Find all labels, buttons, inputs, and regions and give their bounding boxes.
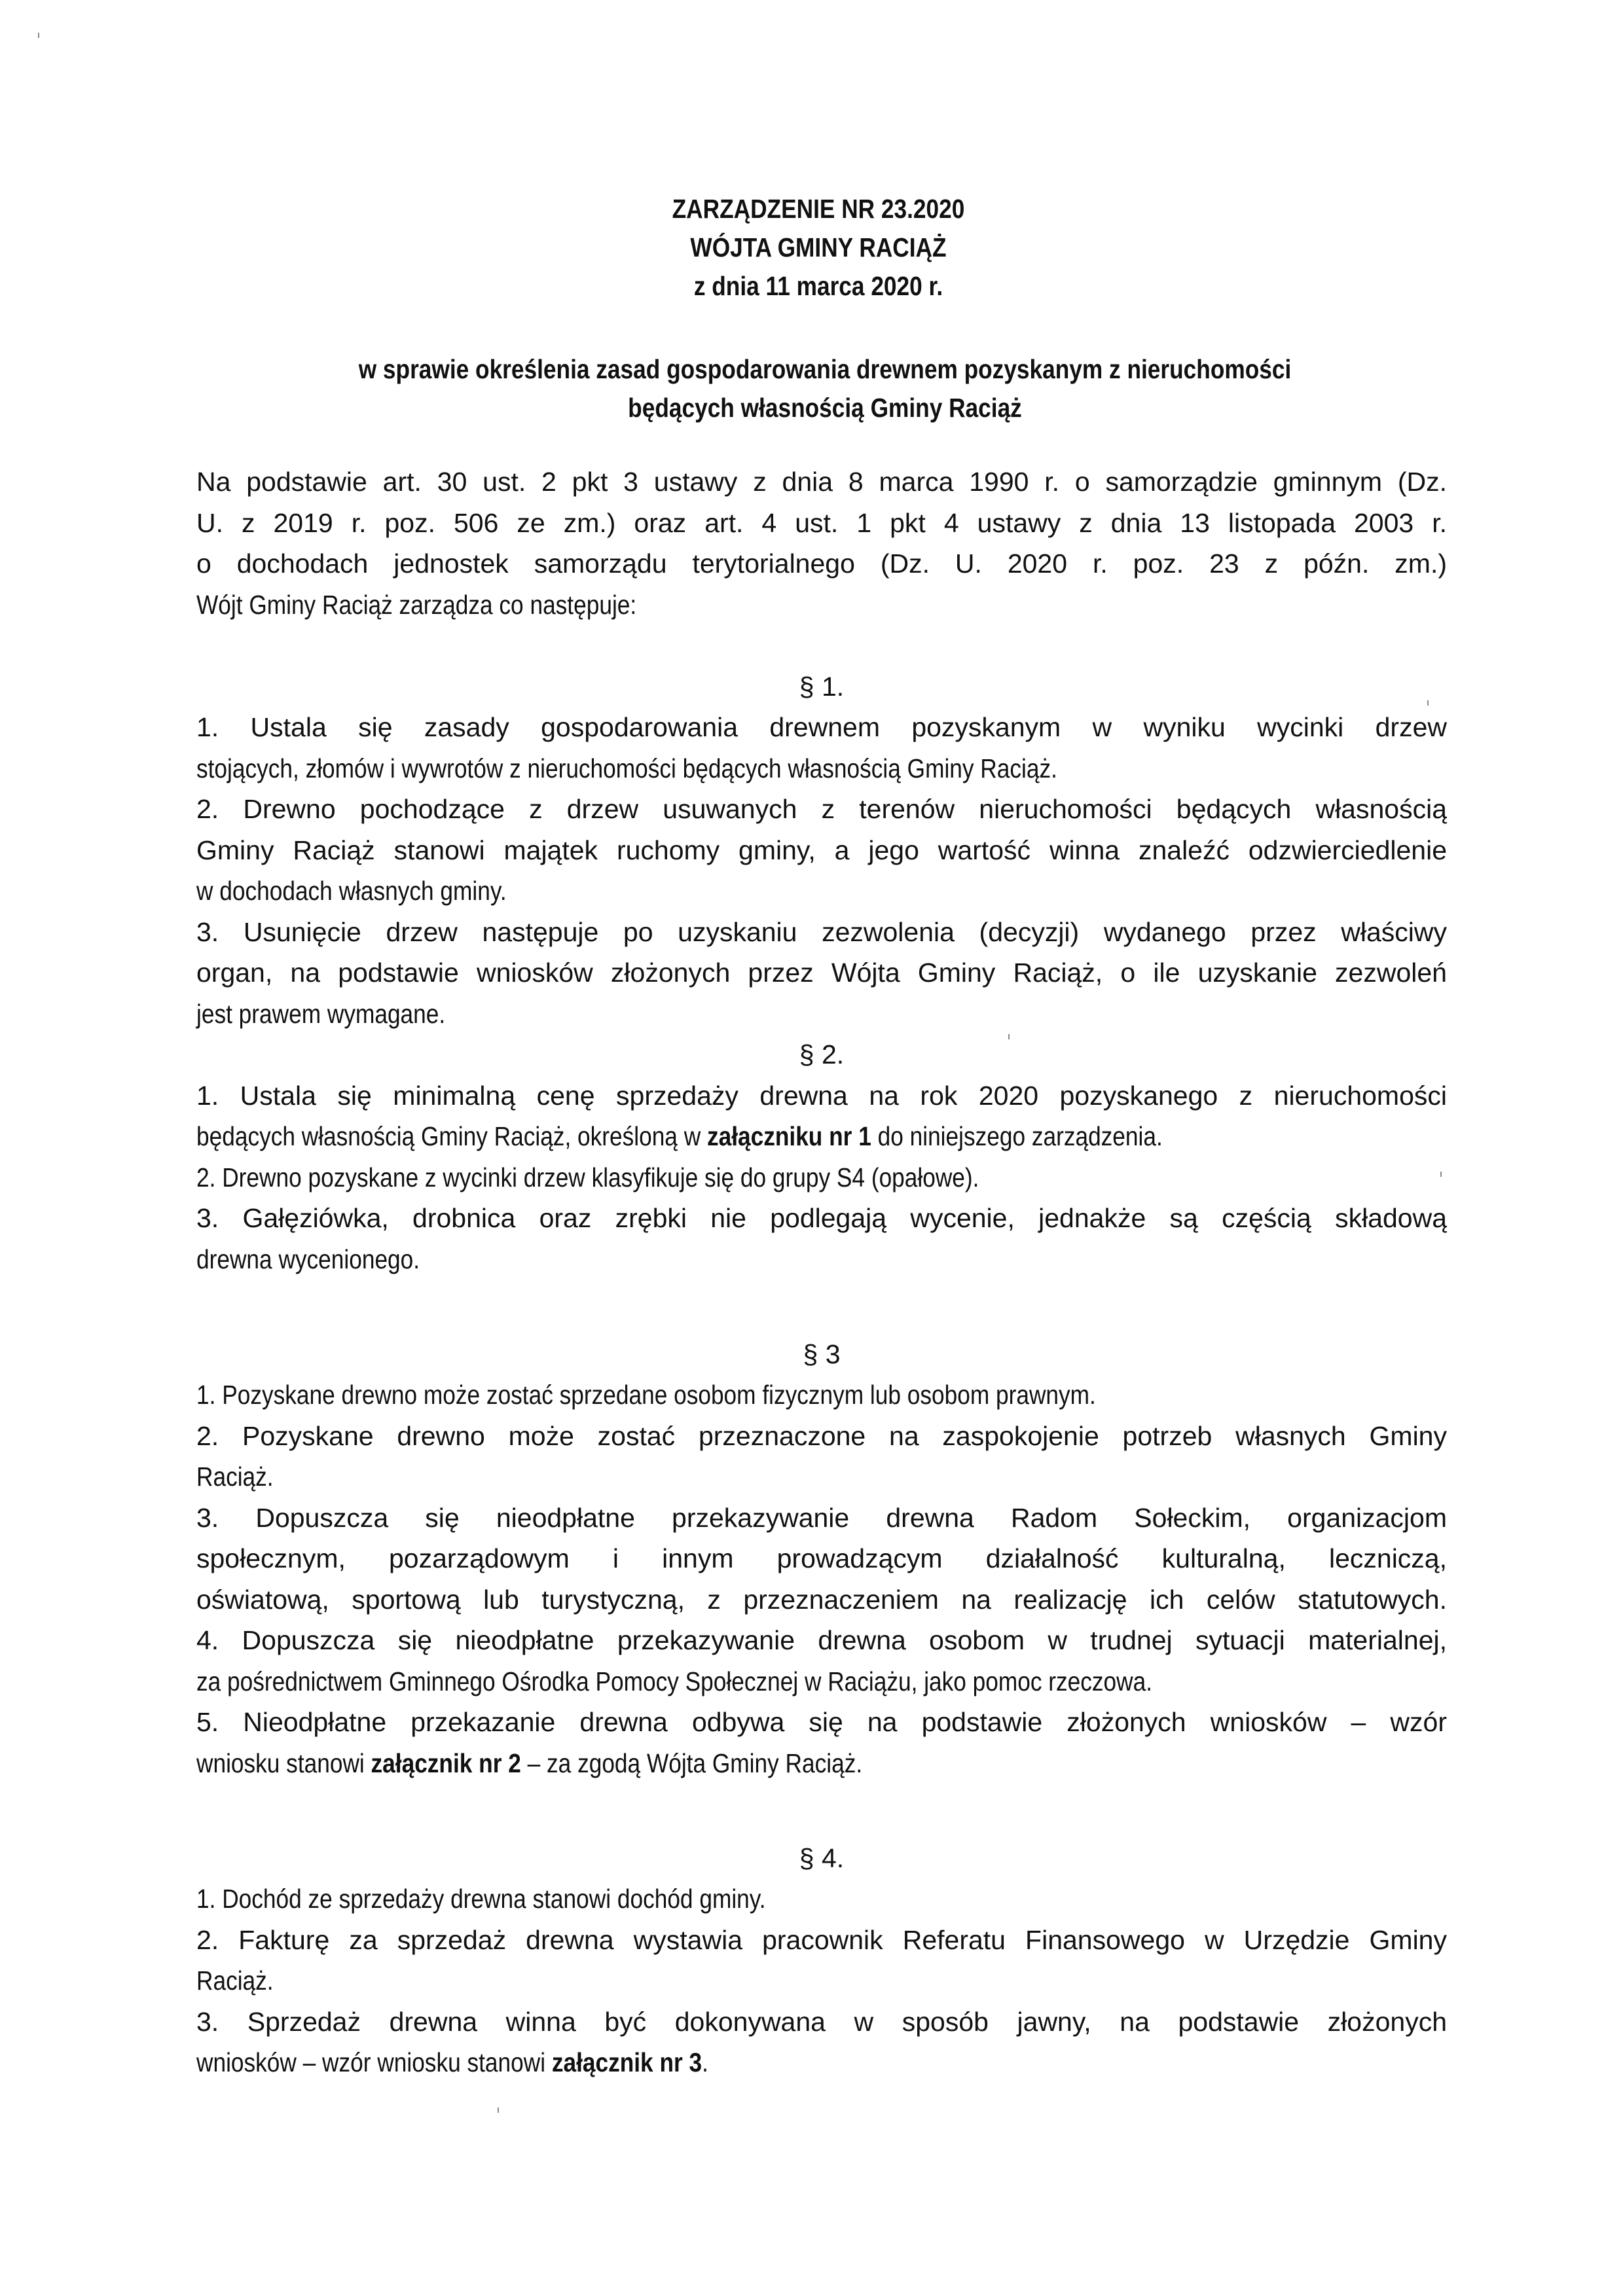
section-4 bbox=[196, 1825, 1447, 2083]
section-line: Raciąż. bbox=[196, 1462, 274, 1492]
preamble-line: o dochodach jednostek samorządu terytorialnego (Dz. U. 2020 r. poz. 23 z późn. zm.) bbox=[196, 548, 1447, 579]
section-line: 3. Dopuszcza się nieodpłatne przekazywanie drewna Radom Sołeckim, organizacjom bbox=[196, 1502, 1447, 1533]
section-line bbox=[196, 1743, 1447, 1784]
section-line: w dochodach własnych gminy. bbox=[196, 876, 507, 906]
section-line: 1. Ustala się zasady gospodarowania drewnem pozyskanym w wyniku wycinki drzew bbox=[196, 712, 1447, 742]
section-line: społecznym, pozarządowym i innym prowadzącym działalność kulturalną, leczniczą, bbox=[196, 1543, 1447, 1573]
scan-speck bbox=[1427, 700, 1429, 706]
line-text: wniosku stanowi bbox=[196, 1748, 371, 1778]
spacer bbox=[196, 1825, 1447, 1838]
ordinance-title: ZARZĄDZENIE NR 23.2020 bbox=[672, 194, 965, 224]
sections bbox=[196, 666, 1447, 2083]
section-line: stojących, złomów i wywrotów z nieruchomości będących własnością Gminy Raciąż. bbox=[196, 753, 1057, 783]
section-line: 1. Dochód ze sprzedaży drewna stanowi dochód gminy. bbox=[196, 1884, 766, 1914]
section-line: 4. Dopuszcza się nieodpłatne przekazywanie drewna osobom w trudnej sytuacji materialnej, bbox=[196, 1625, 1447, 1655]
section-2 bbox=[196, 1034, 1447, 1321]
spacer bbox=[196, 1280, 1447, 1321]
section-line: 2. Drewno pochodzące z drzew usuwanych z terenów nieruchomości będących własnością bbox=[196, 794, 1447, 824]
ordinance-date: z dnia 11 marca 2020 r. bbox=[693, 271, 943, 301]
section-line: Raciąż. bbox=[196, 1965, 274, 1996]
ordinance-issuer: WÓJTA GMINY RACIĄŻ bbox=[690, 232, 947, 262]
scan-speck bbox=[1008, 1034, 1010, 1039]
scan-speck bbox=[1440, 1172, 1442, 1177]
section-heading: § 3 bbox=[803, 1338, 841, 1369]
scan-speck bbox=[498, 2108, 499, 2113]
line-text: . bbox=[702, 2047, 708, 2077]
section-line: 2. Pozyskane drewno może zostać przeznaczone na zaspokojenie potrzeb własnych Gminy bbox=[196, 1420, 1447, 1451]
attachment-reference: załącznik nr 2 bbox=[371, 1748, 521, 1778]
section-line: Gminy Raciąż stanowi majątek ruchomy gminy, a jego wartość winna znaleźć odzwierciedlenie bbox=[196, 834, 1447, 865]
section-line: 3. Gałęziówka, drobnica oraz zrębki nie podlegają wycenie, jednakże są częścią składową bbox=[196, 1203, 1447, 1233]
section-line: 3. Usunięcie drzew następuje po uzyskaniu zezwolenia (decyzji) wydanego przez właściwy bbox=[196, 916, 1447, 947]
line-text: będących własnością Gminy Raciąż, określoną w bbox=[196, 1121, 707, 1151]
spacer bbox=[196, 1784, 1447, 1825]
section-line: organ, na podstawie wniosków złożonych przez Wójta Gminy Raciąż, o ile uzyskanie zezwoleń bbox=[196, 958, 1447, 988]
section-line: 1. Pozyskane drewno może zostać sprzedane osobom fizycznym lub osobom prawnym. bbox=[196, 1380, 1096, 1410]
attachment-reference: załącznik nr 3 bbox=[551, 2047, 702, 2077]
section-line: jest prawem wymagane. bbox=[196, 998, 446, 1029]
section-3 bbox=[196, 1321, 1447, 1825]
line-text: – za zgodą Wójta Gminy Raciąż. bbox=[520, 1748, 863, 1778]
section-line bbox=[196, 2042, 1447, 2083]
section-heading: § 4. bbox=[799, 1842, 845, 1873]
section-line: 1. Ustala się minimalną cenę sprzedaży drewna na rok 2020 pozyskanego z nieruchomości bbox=[196, 1080, 1447, 1111]
attachment-reference: załączniku nr 1 bbox=[706, 1121, 871, 1151]
document-header bbox=[283, 190, 1353, 306]
section-line: 3. Sprzedaż drewna winna być dokonywana w sposób jawny, na podstawie złożonych bbox=[196, 2006, 1447, 2037]
preamble-line: U. z 2019 r. poz. 506 ze zm.) oraz art. 4 ust. 1 pkt 4 ustawy z dnia 13 listopada 2003 r. bbox=[196, 507, 1447, 538]
section-line: 2. Fakturę za sprzedaż drewna wystawia pracownik Referatu Finansowego w Urzędzie Gminy bbox=[196, 1924, 1447, 1955]
line-text: wniosków – wzór wniosku stanowi bbox=[196, 2047, 552, 2077]
subject-line-1: w sprawie określenia zasad gospodarowania drewnem pozyskanym z nieruchomości bbox=[358, 354, 1292, 384]
spacer bbox=[196, 1321, 1447, 1334]
ordinance-subject bbox=[273, 350, 1377, 427]
preamble-line: Wójt Gminy Raciąż zarządza co następuje: bbox=[196, 589, 637, 620]
section-1 bbox=[196, 666, 1447, 1035]
spacer bbox=[196, 625, 1447, 666]
line-text: do niniejszego zarządzenia. bbox=[871, 1121, 1163, 1151]
preamble-line: Na podstawie art. 30 ust. 2 pkt 3 ustawy z dnia 8 marca 1990 r. o samorządzie gminnym (Dz. bbox=[196, 467, 1447, 497]
section-heading: § 1. bbox=[799, 671, 845, 702]
scan-speck bbox=[38, 33, 39, 38]
section-line: drewna wycenionego. bbox=[196, 1244, 420, 1274]
section-line: 2. Drewno pozyskane z wycinki drzew klasyfikuje się do grupy S4 (opałowe). bbox=[196, 1162, 979, 1193]
preamble bbox=[196, 461, 1447, 625]
section-line: 5. Nieodpłatne przekazanie drewna odbywa się na podstawie złożonych wniosków – wzór bbox=[196, 1707, 1447, 1737]
section-heading: § 2. bbox=[799, 1039, 845, 1069]
document-body bbox=[196, 461, 1447, 2083]
section-line: oświatową, sportową lub turystyczną, z przeznaczeniem na realizację ich celów statutowych. bbox=[196, 1584, 1447, 1615]
subject-line-2: będących własnością Gminy Raciąż bbox=[628, 393, 1022, 423]
body-text bbox=[196, 461, 1447, 2083]
section-line: za pośrednictwem Gminnego Ośrodka Pomocy Społecznej w Raciążu, jako pomoc rzeczowa. bbox=[196, 1666, 1153, 1696]
section-line bbox=[196, 1116, 1447, 1157]
